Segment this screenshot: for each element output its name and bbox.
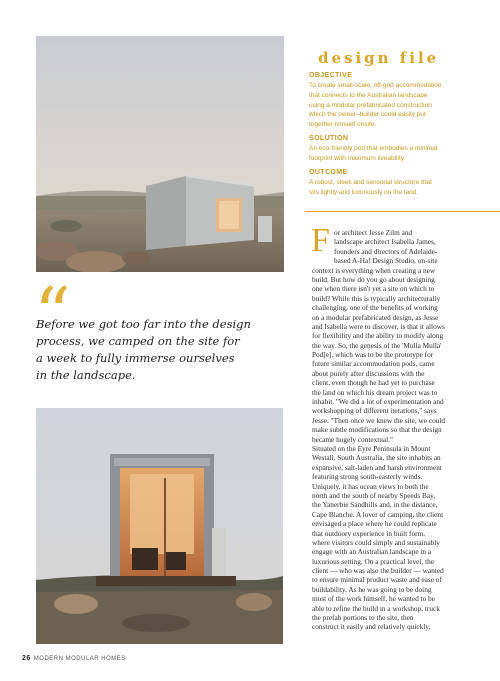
article-line: client, even though he had yet to purchase [312, 378, 435, 388]
article-line: future similar accommodation pods, came [312, 359, 435, 369]
drop-cap: F [311, 222, 330, 259]
article-line: about purely after discussions with the [312, 368, 425, 378]
article-line: context is everything when creating a new [312, 265, 436, 275]
article-line: based A-Ha! Design Studio, on-site [334, 256, 438, 266]
pod-night-photo [36, 408, 283, 644]
article-line: or architect Jesse Zilm and [334, 228, 413, 237]
article-line: make subtle modifications so that the design [312, 425, 442, 435]
article-line: envisaged a place where he could replicate [312, 519, 437, 529]
article-line: and Isabella were to discover, is that it allows [312, 321, 445, 331]
article-line: Westall, South Australia, the site inhabits an [312, 453, 441, 463]
article-line: build? While this is typically architecturally [312, 293, 441, 303]
solution-text [309, 144, 489, 164]
objective-text [309, 81, 489, 130]
pull-quote-line: a week to fully immerse ourselves [36, 351, 235, 365]
article-line: became hugely contextual." [312, 434, 393, 444]
article-line: client — who was also the builder — wanted [312, 566, 444, 576]
objective-heading: OBJECTIVE [309, 72, 353, 79]
article-line: featuring strong south-easterly winds. [312, 472, 423, 482]
article-line: expansive, salt-laden and harsh environment [312, 462, 442, 472]
article-line: one when there isn't yet a site on which to [312, 284, 435, 294]
outcome-heading: OUTCOME [309, 169, 348, 176]
page-footer [22, 655, 126, 662]
page-number: 26 [22, 655, 31, 662]
article-line: buildability. As he was going to be doing [312, 584, 432, 594]
quote-mark-icon: “ [34, 272, 71, 356]
article-line: construct it easily and relatively quickly, [312, 622, 431, 632]
pull-quote-line: in the landscape. [36, 368, 136, 382]
pull-quote-line: Before we got too far into the design [36, 317, 251, 331]
article-line: challenging, one of the benefits of working [312, 303, 438, 313]
objective-line: together himself onsite. [309, 121, 377, 129]
solution-line: footprint with maximum liveability. [309, 154, 406, 162]
article-line: for flexibility and the ability to modify along [312, 331, 444, 341]
article-line: Situated on the Eyre Peninsula in Mount [312, 443, 431, 453]
article-line: founders and directors of Adelaide- [334, 246, 438, 256]
outcome-line: sits lightly and luxuriously on the land. [309, 188, 419, 196]
article-line: the way. So, the genesis of the 'Mulla Mulla' [312, 340, 442, 350]
article-line: where visitors could simply and sustainably [312, 537, 440, 547]
design-file-divider [305, 211, 500, 212]
article-line: engage with an Australian landscape in a [312, 547, 432, 557]
pull-quote-line: process, we camped on the site for [36, 334, 240, 348]
article-line: north and the south of nearby Speeds Bay, [312, 490, 436, 500]
objective-line: using a modular prefabricated construction [309, 101, 432, 109]
solution-heading: SOLUTION [309, 135, 349, 142]
publication-name: MODERN MODULAR HOMES [33, 656, 126, 662]
article-line: Uniquely, it has ocean views to both the [312, 481, 429, 491]
solution-line: An eco-friendly pod that embodies a minimal [309, 145, 438, 152]
article-line: workshopping of different iterations," says [312, 406, 437, 416]
article-line: landscape architect Isabella James, [334, 237, 436, 247]
article-line: the land on which his dream project was to [312, 387, 438, 397]
article-line: Cape Blanche. A lover of camping, the client [312, 509, 444, 519]
design-file-title: design file [318, 49, 440, 67]
article-line: Jesse. "Then once we knew the site, we could [312, 415, 446, 425]
article-body [312, 228, 492, 632]
outcome-line: A robust, sleek and sensorial structure that [309, 179, 432, 186]
article-line: the prefab portions to the site, then [312, 613, 414, 623]
pod-exterior-photo [36, 36, 284, 272]
article-line: inhabit. "We did a lot of experimentation and [312, 397, 444, 407]
outcome-text [309, 178, 489, 198]
article-line: luxurious setting. On a practical level, the [312, 556, 434, 566]
pull-quote [36, 316, 296, 384]
article-line: to ensure minimal product waste and ease of [312, 575, 442, 585]
article-line: on a modular prefabricated design, as Jesse [312, 312, 439, 322]
objective-line: To create small-scale, off-grid accommodation [309, 82, 442, 89]
objective-line: that connects to the Australian landscape [309, 91, 428, 99]
article-line: Pod[e], which was to be the prototype for [312, 350, 434, 360]
article-line: able to refine the build in a workshop, truck [312, 603, 440, 613]
article-line: most of the work himself, he wanted to be [312, 594, 436, 604]
article-line: that outdoory experience in built form, [312, 528, 426, 538]
article-line: the Yanerbie Sandhills and, in the distance, [312, 500, 438, 510]
article-line: build. But how do you go about designing [312, 274, 435, 284]
objective-line: which the owner–builder could easily put [309, 111, 426, 119]
